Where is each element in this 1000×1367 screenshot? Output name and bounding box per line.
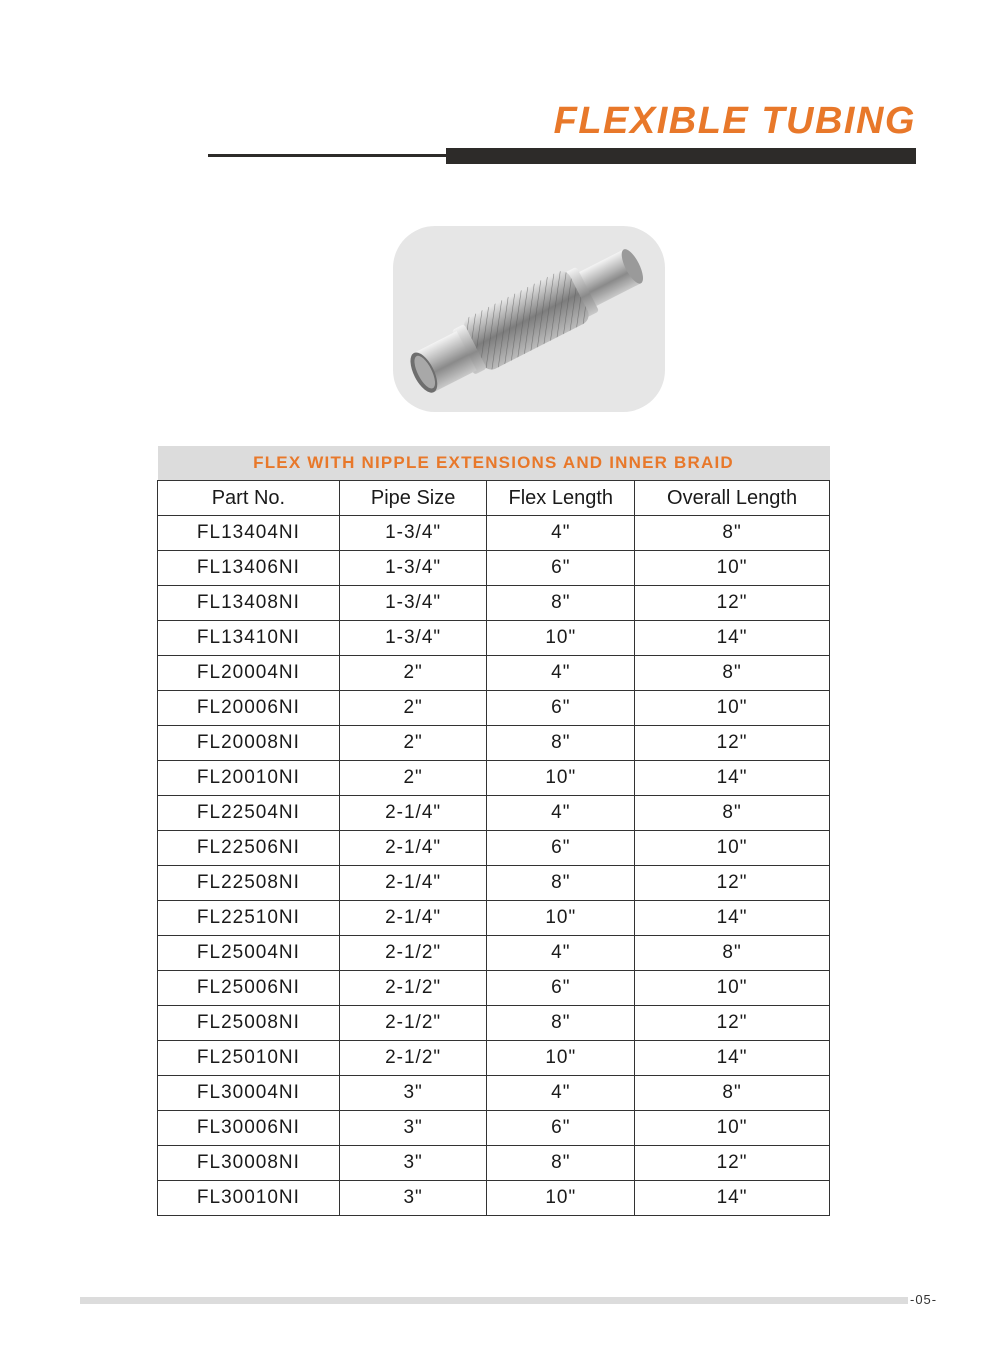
- cell-part-no: FL13404NI: [158, 516, 340, 551]
- table-row: [158, 1111, 830, 1146]
- cell-pipe-size: 2": [339, 726, 487, 761]
- product-photo: [393, 226, 665, 412]
- cell-pipe-size: 3": [339, 1181, 487, 1216]
- cell-part-no: FL20004NI: [158, 656, 340, 691]
- table-row: [158, 971, 830, 1006]
- table-row: [158, 516, 830, 551]
- cell-part-no: FL13406NI: [158, 551, 340, 586]
- cell-overall-length: 8": [635, 796, 830, 831]
- title-rule-thin: [208, 154, 448, 157]
- cell-pipe-size: 2-1/2": [339, 971, 487, 1006]
- cell-part-no: FL25004NI: [158, 936, 340, 971]
- table-row: [158, 1006, 830, 1041]
- cell-flex-length: 8": [487, 1146, 635, 1181]
- cell-part-no: FL13408NI: [158, 586, 340, 621]
- cell-pipe-size: 3": [339, 1146, 487, 1181]
- cell-flex-length: 6": [487, 691, 635, 726]
- cell-pipe-size: 1-3/4": [339, 551, 487, 586]
- cell-part-no: FL30010NI: [158, 1181, 340, 1216]
- cell-pipe-size: 1-3/4": [339, 516, 487, 551]
- cell-overall-length: 14": [635, 761, 830, 796]
- cell-part-no: FL25006NI: [158, 971, 340, 1006]
- cell-part-no: FL20008NI: [158, 726, 340, 761]
- cell-flex-length: 4": [487, 516, 635, 551]
- cell-part-no: FL22504NI: [158, 796, 340, 831]
- cell-part-no: FL22510NI: [158, 901, 340, 936]
- table-row: [158, 1076, 830, 1111]
- title-rule-thick: [446, 148, 916, 164]
- cell-flex-length: 8": [487, 1006, 635, 1041]
- cell-flex-length: 8": [487, 726, 635, 761]
- cell-overall-length: 10": [635, 971, 830, 1006]
- cell-overall-length: 10": [635, 831, 830, 866]
- table-row: [158, 621, 830, 656]
- table-row: [158, 1041, 830, 1076]
- table-row: [158, 1181, 830, 1216]
- table-row: [158, 1146, 830, 1181]
- cell-part-no: FL20006NI: [158, 691, 340, 726]
- page-number: -05-: [910, 1292, 938, 1307]
- flex-pipe-icon: [393, 226, 665, 412]
- cell-overall-length: 12": [635, 866, 830, 901]
- cell-overall-length: 10": [635, 551, 830, 586]
- cell-part-no: FL30004NI: [158, 1076, 340, 1111]
- cell-pipe-size: 2-1/2": [339, 1041, 487, 1076]
- cell-pipe-size: 1-3/4": [339, 621, 487, 656]
- cell-overall-length: 14": [635, 621, 830, 656]
- cell-pipe-size: 2-1/2": [339, 1006, 487, 1041]
- table-row: [158, 936, 830, 971]
- cell-flex-length: 10": [487, 621, 635, 656]
- table-row: [158, 586, 830, 621]
- cell-overall-length: 12": [635, 1146, 830, 1181]
- table-row: [158, 796, 830, 831]
- cell-part-no: FL30006NI: [158, 1111, 340, 1146]
- cell-overall-length: 8": [635, 516, 830, 551]
- cell-overall-length: 8": [635, 656, 830, 691]
- cell-overall-length: 10": [635, 691, 830, 726]
- cell-pipe-size: 3": [339, 1076, 487, 1111]
- cell-pipe-size: 1-3/4": [339, 586, 487, 621]
- cell-pipe-size: 2-1/4": [339, 796, 487, 831]
- cell-overall-length: 14": [635, 1041, 830, 1076]
- footer-bar: [80, 1297, 908, 1304]
- cell-pipe-size: 2": [339, 761, 487, 796]
- table-row: [158, 866, 830, 901]
- header-overall-length: Overall Length: [635, 481, 830, 516]
- cell-pipe-size: 2-1/4": [339, 831, 487, 866]
- cell-flex-length: 4": [487, 1076, 635, 1111]
- header-part-no: Part No.: [158, 481, 340, 516]
- cell-pipe-size: 2-1/4": [339, 901, 487, 936]
- table-row: [158, 761, 830, 796]
- table-caption: FLEX WITH NIPPLE EXTENSIONS AND INNER BRAID: [158, 446, 830, 481]
- table-row: [158, 726, 830, 761]
- cell-overall-length: 10": [635, 1111, 830, 1146]
- table-row: [158, 656, 830, 691]
- cell-part-no: FL20010NI: [158, 761, 340, 796]
- cell-overall-length: 12": [635, 726, 830, 761]
- cell-overall-length: 8": [635, 1076, 830, 1111]
- cell-overall-length: 14": [635, 1181, 830, 1216]
- cell-overall-length: 14": [635, 901, 830, 936]
- cell-flex-length: 8": [487, 866, 635, 901]
- cell-flex-length: 10": [487, 1181, 635, 1216]
- cell-flex-length: 10": [487, 1041, 635, 1076]
- cell-part-no: FL22506NI: [158, 831, 340, 866]
- cell-part-no: FL25010NI: [158, 1041, 340, 1076]
- header-pipe-size: Pipe Size: [339, 481, 487, 516]
- cell-pipe-size: 2-1/4": [339, 866, 487, 901]
- page-title: FLEXIBLE TUBING: [553, 100, 916, 142]
- table-header-row: [158, 481, 830, 516]
- header-flex-length: Flex Length: [487, 481, 635, 516]
- cell-flex-length: 6": [487, 831, 635, 866]
- cell-flex-length: 10": [487, 901, 635, 936]
- cell-flex-length: 8": [487, 586, 635, 621]
- cell-flex-length: 6": [487, 551, 635, 586]
- cell-overall-length: 8": [635, 936, 830, 971]
- spec-table: [157, 446, 830, 1216]
- cell-flex-length: 4": [487, 656, 635, 691]
- cell-overall-length: 12": [635, 1006, 830, 1041]
- cell-flex-length: 6": [487, 971, 635, 1006]
- cell-flex-length: 4": [487, 796, 635, 831]
- cell-pipe-size: 2-1/2": [339, 936, 487, 971]
- cell-flex-length: 4": [487, 936, 635, 971]
- cell-flex-length: 6": [487, 1111, 635, 1146]
- table-row: [158, 691, 830, 726]
- cell-overall-length: 12": [635, 586, 830, 621]
- cell-flex-length: 10": [487, 761, 635, 796]
- table-row: [158, 831, 830, 866]
- table-row: [158, 551, 830, 586]
- table-row: [158, 901, 830, 936]
- cell-part-no: FL22508NI: [158, 866, 340, 901]
- cell-pipe-size: 2": [339, 691, 487, 726]
- cell-pipe-size: 2": [339, 656, 487, 691]
- cell-part-no: FL30008NI: [158, 1146, 340, 1181]
- cell-part-no: FL13410NI: [158, 621, 340, 656]
- cell-pipe-size: 3": [339, 1111, 487, 1146]
- cell-part-no: FL25008NI: [158, 1006, 340, 1041]
